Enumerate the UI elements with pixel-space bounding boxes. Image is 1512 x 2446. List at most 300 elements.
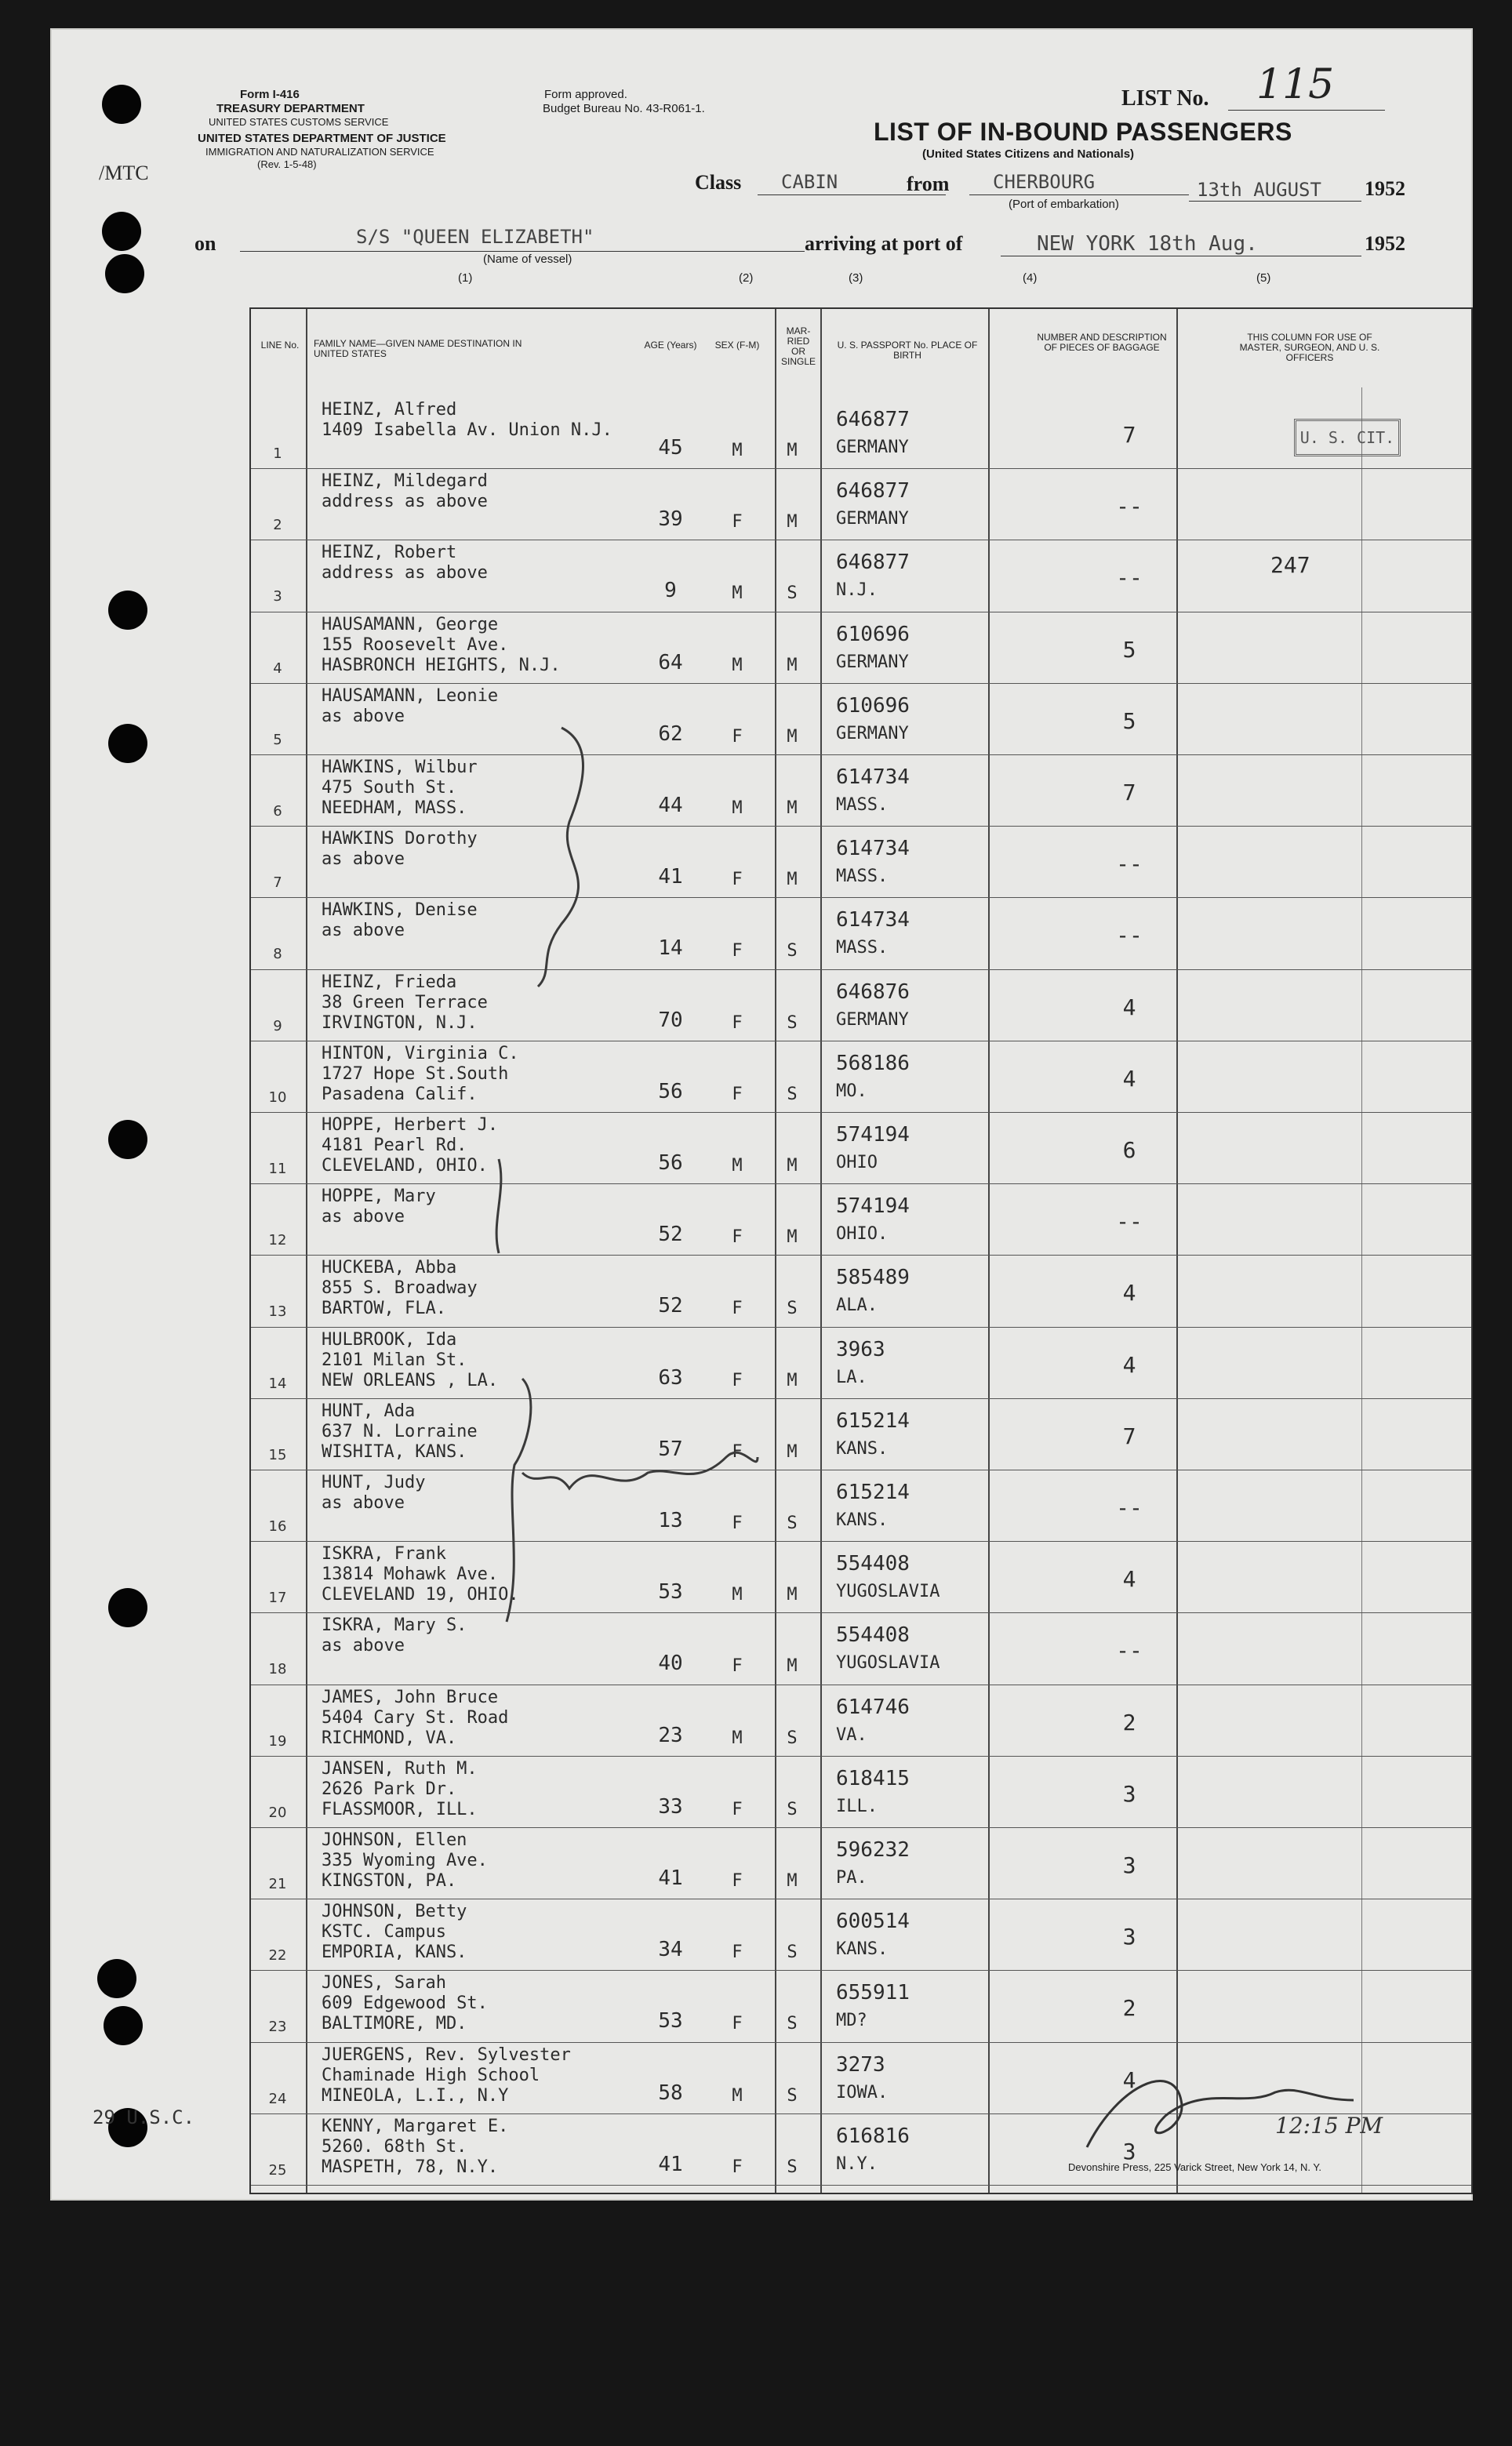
punch-hole — [97, 1959, 136, 1998]
justice-dept: UNITED STATES DEPARTMENT OF JUSTICE — [198, 132, 446, 145]
passenger-age: 45 — [658, 436, 683, 460]
table-row — [251, 1827, 1471, 1898]
line-number: 9 — [273, 1017, 282, 1034]
place-of-birth: GERMANY — [836, 1009, 909, 1030]
passenger-age: 53 — [658, 1580, 683, 1605]
address-line: IRVINGTON, N.J. — [322, 1012, 478, 1033]
passenger-name: HAWKINS Dorothy — [322, 829, 478, 849]
header-married: MAR-RIED OR SINGLE — [780, 325, 816, 367]
line-number: 17 — [268, 1590, 287, 1607]
passenger-sex: F — [732, 1012, 743, 1033]
signature-time: 12:15 PM — [1275, 2113, 1383, 2139]
line-number: 13 — [268, 1303, 287, 1321]
line-number: 6 — [273, 803, 282, 820]
line-number: 2 — [273, 517, 282, 534]
address-line: 855 S. Broadway — [322, 1278, 478, 1299]
passport-number: 568186 — [836, 1051, 910, 1075]
marital-status: M — [787, 1871, 798, 1891]
stamp-number: 247 — [1270, 552, 1310, 578]
line-number: 22 — [268, 1947, 287, 1964]
place-of-birth: MO. — [836, 1081, 867, 1101]
place-of-birth: KANS. — [836, 1438, 889, 1459]
passport-number: 585489 — [836, 1266, 910, 1290]
address-line: 2626 Park Dr. — [322, 1779, 457, 1799]
passenger-age: 52 — [658, 1223, 683, 1247]
table-row — [251, 1970, 1471, 2041]
baggage-count: 7 — [1122, 780, 1136, 805]
passenger-sex: F — [732, 2014, 743, 2034]
line-number: 16 — [268, 1518, 287, 1535]
passenger-table — [249, 307, 1473, 2194]
address-line: 609 Edgewood St. — [322, 1994, 488, 2014]
line-number: 14 — [268, 1375, 287, 1392]
address-line: address as above — [322, 563, 488, 583]
baggage-count: 3 — [1122, 1852, 1136, 1878]
marital-status: S — [787, 1084, 798, 1104]
passenger-sex: F — [732, 1441, 743, 1462]
address-line: as above — [322, 849, 405, 870]
place-of-birth: YUGOSLAVIA — [836, 1653, 940, 1674]
embark-year: 1952 — [1365, 177, 1405, 200]
passenger-age: 9 — [664, 579, 677, 603]
passenger-name: HAUSAMANN, Leonie — [322, 685, 499, 706]
table-row — [251, 2042, 1471, 2113]
baggage-count: -- — [1116, 1208, 1143, 1235]
punch-hole — [104, 2006, 143, 2045]
address-line: as above — [322, 1636, 405, 1656]
place-of-birth: IOWA. — [836, 2082, 889, 2103]
address-line: address as above — [322, 492, 488, 512]
address-line: MASPETH, 78, N.Y. — [322, 2157, 499, 2177]
punch-hole — [102, 212, 141, 251]
address-line: 4181 Pearl Rd. — [322, 1136, 467, 1155]
table-row — [251, 897, 1471, 968]
table-row — [251, 1255, 1471, 1325]
passenger-age: 62 — [658, 721, 683, 746]
address-line: Pasadena Calif. — [322, 1084, 478, 1104]
passport-number: 610696 — [836, 622, 910, 646]
address-line: KSTC. Campus — [322, 1922, 446, 1943]
marital-status: S — [787, 1799, 798, 1819]
marital-status: M — [787, 512, 798, 532]
line-number: 10 — [268, 1089, 287, 1106]
baggage-count: -- — [1116, 851, 1143, 878]
column-number: (1) — [458, 271, 473, 285]
passenger-name: HUCKEBA, Abba — [322, 1258, 457, 1278]
passenger-name: HAWKINS, Denise — [322, 900, 478, 921]
baggage-count: 7 — [1122, 1423, 1136, 1449]
marital-status: M — [787, 726, 798, 747]
address-line: 155 Roosevelt Ave. — [322, 634, 509, 655]
place-of-birth: N.Y. — [836, 2153, 878, 2174]
baggage-count: -- — [1116, 1495, 1143, 1521]
place-of-birth: N.J. — [836, 580, 878, 601]
passenger-sex: F — [732, 512, 743, 532]
baggage-count: 3 — [1122, 2138, 1136, 2164]
address-line: 335 Wyoming Ave. — [322, 1851, 488, 1870]
list-number-label: LIST No. — [1121, 86, 1209, 111]
place-of-birth: GERMANY — [836, 652, 909, 672]
vessel-name: S/S "QUEEN ELIZABETH" — [356, 226, 594, 248]
header-age: AGE (Years) — [644, 340, 697, 351]
table-row — [251, 1183, 1471, 1254]
passenger-name: HAUSAMANN, George — [322, 614, 499, 634]
bottom-note: 29 U.S.C. — [93, 2106, 195, 2128]
punch-hole — [108, 724, 147, 763]
place-of-birth: ILL. — [836, 1796, 878, 1816]
passport-number: 615214 — [836, 1408, 910, 1433]
address-line: BARTOW, FLA. — [322, 1299, 446, 1319]
table-row — [251, 1112, 1471, 1183]
passport-number: 615214 — [836, 1481, 910, 1504]
address-line: EMPORIA, KANS. — [322, 1943, 467, 1963]
table-row — [251, 1327, 1471, 1397]
table-row — [251, 683, 1471, 754]
passport-number: 655911 — [836, 1981, 910, 2005]
line-number: 4 — [273, 660, 282, 677]
address-line: 38 Green Terrace — [322, 992, 488, 1012]
marital-status: M — [787, 1441, 798, 1462]
table-row — [251, 1470, 1471, 1540]
baggage-count: 4 — [1122, 1566, 1136, 1593]
passport-number: 596232 — [836, 1838, 910, 1862]
table-row — [251, 969, 1471, 1040]
line-number: 12 — [268, 1232, 287, 1249]
address-line: 1409 Isabella Av. Union N.J. — [322, 420, 612, 440]
place-of-birth: KANS. — [836, 1510, 889, 1530]
passenger-sex: M — [732, 1728, 743, 1748]
port-embark-caption: (Port of embarkation) — [1009, 198, 1119, 211]
address-line: WISHITA, KANS. — [322, 1441, 467, 1462]
passenger-sex: F — [732, 1656, 743, 1677]
passport-number: 554408 — [836, 1552, 910, 1576]
line-number: 25 — [268, 2161, 287, 2179]
address-line: RICHMOND, VA. — [322, 1728, 457, 1748]
marital-status: S — [787, 2157, 798, 2177]
baggage-count: 3 — [1122, 1780, 1136, 1807]
passenger-name: HOPPE, Herbert J. — [322, 1115, 499, 1135]
address-line: HASBRONCH HEIGHTS, N.J. — [322, 655, 561, 675]
arrival-port: NEW YORK 18th Aug. — [1037, 232, 1258, 256]
passport-number: 614734 — [836, 908, 910, 932]
immigration-service: IMMIGRATION AND NATURALIZATION SERVICE — [205, 146, 434, 158]
form-approved: Form approved. — [544, 88, 627, 101]
address-line: as above — [322, 706, 405, 726]
passenger-age: 23 — [658, 1723, 683, 1747]
passenger-age: 44 — [658, 794, 683, 817]
header-passport: U. S. PASSPORT No. PLACE OF BIRTH — [837, 340, 978, 361]
passenger-sex: F — [732, 941, 743, 961]
passenger-sex: M — [732, 583, 743, 604]
passenger-age: 14 — [658, 936, 683, 961]
address-line: Chaminade High School — [322, 2065, 540, 2085]
address-line: NEW ORLEANS , LA. — [322, 1370, 499, 1390]
address-line: CLEVELAND, OHIO. — [322, 1156, 488, 1176]
passenger-sex: F — [732, 870, 743, 890]
punch-hole — [105, 254, 144, 293]
line-number: 1 — [273, 445, 282, 462]
page-title: LIST OF IN-BOUND PASSENGERS — [874, 118, 1292, 146]
marital-status: M — [787, 798, 798, 818]
passenger-sex: F — [732, 726, 743, 747]
passenger-age: 70 — [658, 1008, 683, 1032]
passenger-age: 13 — [658, 1509, 683, 1532]
arrival-year: 1952 — [1365, 232, 1405, 255]
address-line: as above — [322, 921, 405, 941]
baggage-count: 2 — [1122, 1709, 1136, 1735]
passport-number: 618415 — [836, 1766, 910, 1790]
passport-number: 614746 — [836, 1695, 910, 1719]
table-row — [251, 1899, 1471, 1969]
marital-status: M — [787, 870, 798, 890]
passport-number: 3273 — [836, 2052, 885, 2077]
passport-number: 610696 — [836, 693, 910, 718]
passenger-age: 39 — [658, 507, 683, 532]
baggage-count: 7 — [1122, 422, 1136, 448]
punch-hole — [108, 1120, 147, 1159]
line-number: 15 — [268, 1446, 287, 1463]
header-baggage: NUMBER AND DESCRIPTION OF PIECES OF BAGGAGE — [1037, 332, 1167, 353]
passenger-sex: F — [732, 1943, 743, 1963]
marital-status: M — [787, 1227, 798, 1248]
form-number: Form I-416 — [240, 88, 300, 101]
passenger-age: 58 — [658, 2081, 683, 2105]
passenger-sex: M — [732, 798, 743, 818]
header-name: FAMILY NAME—GIVEN NAME DESTINATION IN UNITED STATES — [314, 338, 522, 359]
passenger-sex: M — [732, 1585, 743, 1605]
table-row — [251, 1041, 1471, 1111]
marital-status: M — [787, 655, 798, 675]
marital-status: M — [787, 1585, 798, 1605]
passenger-age: 41 — [658, 1866, 683, 1890]
passenger-name: HINTON, Virginia C. — [322, 1043, 519, 1063]
passenger-name: HUNT, Judy — [322, 1473, 426, 1492]
header-officers: THIS COLUMN FOR USE OF MASTER, SURGEON, AND U. S. OFFICERS — [1239, 332, 1380, 363]
line-number: 24 — [268, 2090, 287, 2107]
passenger-sex: M — [732, 655, 743, 675]
passenger-sex: M — [732, 2085, 743, 2106]
punch-hole — [102, 85, 141, 124]
place-of-birth: YUGOSLAVIA — [836, 1582, 940, 1602]
marital-status: S — [787, 941, 798, 961]
address-line: FLASSMOOR, ILL. — [322, 1799, 478, 1819]
baggage-count: 4 — [1122, 1351, 1136, 1378]
place-of-birth: OHIO — [836, 1153, 878, 1172]
baggage-count: -- — [1116, 493, 1143, 520]
place-of-birth: MASS. — [836, 795, 889, 815]
table-row — [251, 754, 1471, 825]
class-value: CABIN — [781, 171, 838, 193]
place-of-birth: GERMANY — [836, 723, 909, 743]
line-number: 3 — [273, 588, 282, 605]
treasury-dept: TREASURY DEPARTMENT — [216, 102, 365, 115]
place-of-birth: PA. — [836, 1868, 867, 1888]
line-number: 23 — [268, 2019, 287, 2036]
marital-status: S — [787, 583, 798, 604]
passenger-age: 56 — [658, 1151, 683, 1175]
address-line: NEEDHAM, MASS. — [322, 798, 467, 818]
passport-number: 614734 — [836, 765, 910, 789]
address-line: 5404 Cary St. Road — [322, 1707, 509, 1728]
passenger-sex: F — [732, 1871, 743, 1891]
passenger-name: HUNT, Ada — [322, 1401, 416, 1421]
line-number: 11 — [268, 1161, 287, 1177]
passenger-name: JAMES, John Bruce — [322, 1687, 499, 1707]
place-of-birth: LA. — [836, 1367, 867, 1387]
passenger-age: 56 — [658, 1079, 683, 1103]
passenger-name: HEINZ, Frieda — [322, 972, 457, 992]
passenger-name: ISKRA, Mary S. — [322, 1616, 467, 1636]
line-number: 7 — [273, 874, 282, 892]
list-number-value: 115 — [1256, 61, 1335, 108]
address-line: 13814 Mohawk Ave. — [322, 1565, 499, 1585]
passport-number: 600514 — [836, 1910, 910, 1934]
marital-status: M — [787, 1370, 798, 1390]
place-of-birth: OHIO. — [836, 1224, 889, 1245]
marital-status: S — [787, 1728, 798, 1748]
address-line: 1727 Hope St.South — [322, 1063, 509, 1084]
line-number: 5 — [273, 731, 282, 748]
line-number: 18 — [268, 1661, 287, 1678]
table-row — [251, 1756, 1471, 1826]
baggage-count: -- — [1116, 565, 1143, 591]
passenger-age: 41 — [658, 865, 683, 889]
baggage-count: 4 — [1122, 1065, 1136, 1092]
passenger-sex: F — [732, 1370, 743, 1390]
passenger-age: 52 — [658, 1294, 683, 1318]
passenger-sex: F — [732, 1227, 743, 1248]
place-of-birth: VA. — [836, 1725, 867, 1745]
passenger-name: JONES, Sarah — [322, 1973, 446, 1994]
passport-number: 574194 — [836, 1123, 910, 1147]
form-revision: (Rev. 1-5-48) — [257, 158, 317, 170]
passport-number: 554408 — [836, 1623, 910, 1648]
line-number: 21 — [268, 1876, 287, 1892]
passport-number: 3963 — [836, 1337, 885, 1361]
passenger-sex: M — [732, 1156, 743, 1176]
marital-status: S — [787, 2014, 798, 2034]
baggage-count: -- — [1116, 922, 1143, 949]
passport-number: 646876 — [836, 979, 910, 1004]
passport-number: 574194 — [836, 1194, 910, 1219]
customs-service: UNITED STATES CUSTOMS SERVICE — [209, 116, 389, 128]
line-number: 8 — [273, 946, 282, 963]
baggage-count: 4 — [1122, 994, 1136, 1020]
passenger-name: JOHNSON, Betty — [322, 1902, 467, 1922]
passenger-name: ISKRA, Frank — [322, 1544, 446, 1565]
baggage-count: -- — [1116, 1637, 1143, 1664]
baggage-count: 5 — [1122, 707, 1136, 734]
line-number: 20 — [268, 1804, 287, 1821]
place-of-birth: GERMANY — [836, 509, 909, 529]
column-number: (2) — [739, 271, 754, 285]
address-line: 2101 Milan St. — [322, 1350, 467, 1370]
place-of-birth: MD? — [836, 2011, 867, 2031]
table-row — [251, 1685, 1471, 1755]
address-line: 475 South St. — [322, 778, 457, 798]
place-of-birth: KANS. — [836, 1939, 889, 1960]
address-line: BALTIMORE, MD. — [322, 2014, 467, 2034]
table-row — [251, 826, 1471, 896]
passenger-name: HAWKINS, Wilbur — [322, 758, 478, 777]
baggage-count: 4 — [1122, 1280, 1136, 1307]
marital-status: S — [787, 1012, 798, 1033]
table-row — [251, 397, 1471, 467]
passenger-age: 64 — [658, 650, 683, 674]
passenger-sex: F — [732, 1799, 743, 1819]
header-sex: SEX (F-M) — [714, 340, 760, 351]
punch-hole — [108, 591, 147, 630]
address-line: 637 N. Lorraine — [322, 1421, 478, 1441]
passenger-sex: F — [732, 1084, 743, 1104]
address-line: CLEVELAND 19, OHIO. — [322, 1585, 519, 1605]
passenger-sex: F — [732, 1514, 743, 1533]
marital-status: M — [787, 1656, 798, 1677]
arriving-label: arriving at port of — [805, 232, 963, 255]
marital-status: M — [787, 441, 798, 460]
marital-status: S — [787, 1943, 798, 1963]
header-line-no: LINE No. — [260, 340, 300, 351]
marital-status: M — [787, 1156, 798, 1176]
table-row — [251, 612, 1471, 682]
passport-number: 646877 — [836, 479, 910, 503]
address-line: 5260. 68th St. — [322, 2136, 467, 2157]
citizen-stamp: U. S. CIT. — [1294, 419, 1401, 456]
column-number: (3) — [849, 271, 863, 285]
manifest-sheet — [50, 28, 1473, 2201]
embark-date: 13th AUGUST — [1197, 179, 1321, 201]
passenger-name: JUERGENS, Rev. Sylvester — [322, 2044, 571, 2065]
budget-bureau: Budget Bureau No. 43-R061-1. — [543, 102, 705, 115]
passenger-name: HEINZ, Mildegard — [322, 471, 488, 492]
table-row — [251, 1612, 1471, 1683]
passenger-name: HEINZ, Alfred — [322, 400, 457, 420]
from-label: from — [907, 173, 950, 195]
place-of-birth: MASS. — [836, 867, 889, 887]
baggage-count: 4 — [1122, 2066, 1136, 2093]
passport-number: 646877 — [836, 408, 910, 431]
page-subtitle: (United States Citizens and Nationals) — [922, 147, 1135, 161]
passenger-name: JOHNSON, Ellen — [322, 1830, 467, 1850]
baggage-count: 6 — [1122, 1137, 1136, 1163]
passenger-name: KENNY, Margaret E. — [322, 2116, 509, 2136]
address-line: MINEOLA, L.I., N.Y — [322, 2085, 509, 2106]
passenger-name: JANSEN, Ruth M. — [322, 1758, 478, 1779]
vessel-caption: (Name of vessel) — [483, 253, 572, 266]
place-of-birth: GERMANY — [836, 438, 909, 457]
passenger-age: 63 — [658, 1365, 683, 1390]
baggage-count: 3 — [1122, 1924, 1136, 1950]
passport-number: 616816 — [836, 2124, 910, 2148]
place-of-birth: ALA. — [836, 1296, 878, 1316]
baggage-count: 5 — [1122, 636, 1136, 663]
marital-status: S — [787, 1514, 798, 1533]
address-line: as above — [322, 1493, 405, 1513]
passenger-age: 33 — [658, 1794, 683, 1819]
passenger-age: 34 — [658, 1938, 683, 1962]
from-value: CHERBOURG — [993, 171, 1096, 193]
table-row — [251, 540, 1471, 610]
line-number: 19 — [268, 1732, 287, 1750]
margin-note: /MTC — [99, 162, 149, 184]
address-line: KINGSTON, PA. — [322, 1871, 457, 1891]
passport-number: 646877 — [836, 551, 910, 575]
baggage-count: 2 — [1122, 1995, 1136, 2022]
passenger-age: 57 — [658, 1437, 683, 1461]
on-label: on — [194, 232, 216, 255]
table-row — [251, 1398, 1471, 1469]
table-row — [251, 1541, 1471, 1612]
